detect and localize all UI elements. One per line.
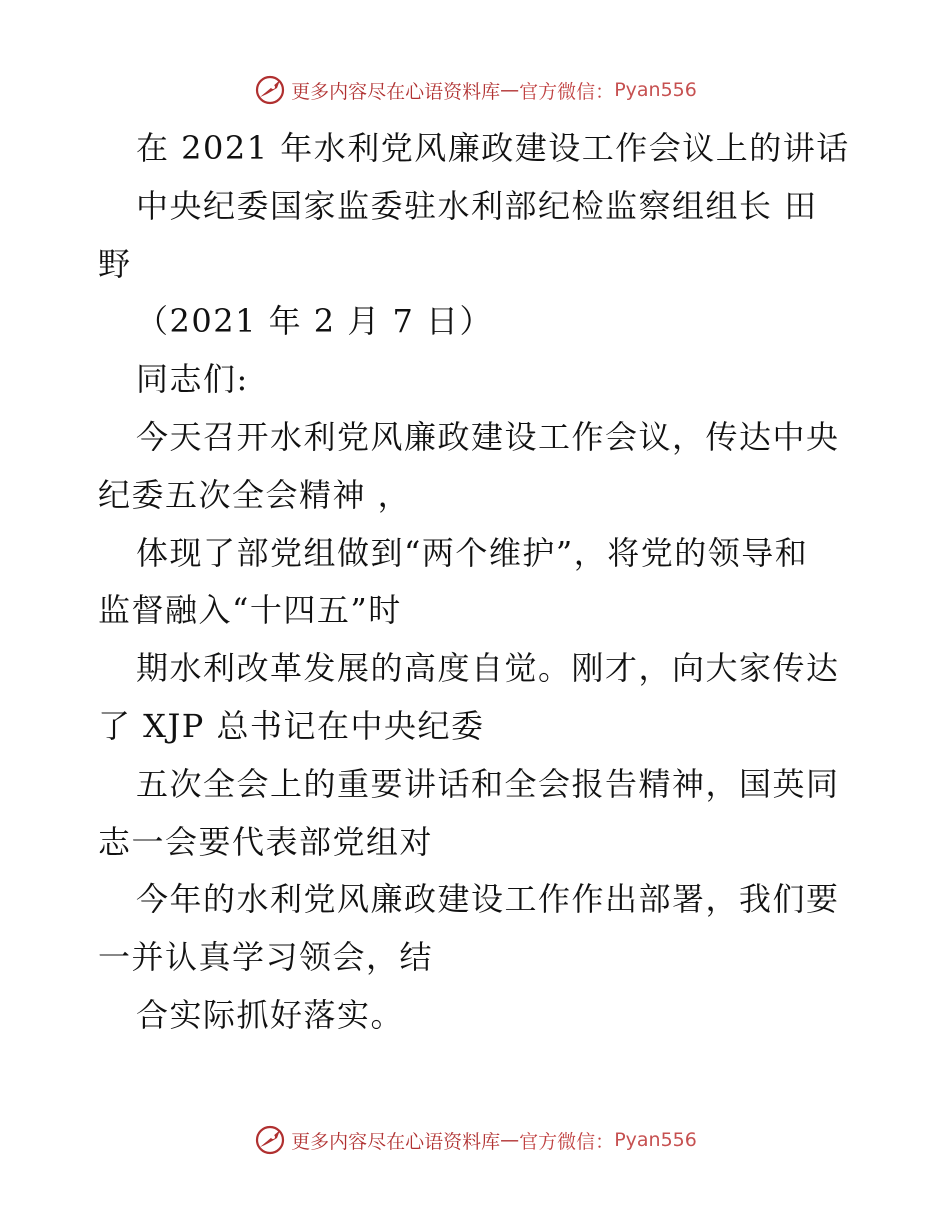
banner-wechat-handle: Pyan556 — [614, 79, 697, 101]
banner-dash: — — [500, 79, 520, 101]
paragraph-line: 合实际抓好落实。 — [136, 995, 405, 1034]
author-line-continued: 野 — [98, 244, 132, 283]
paragraph-line: 监督融入“十四五”时 — [98, 591, 402, 630]
paragraph-line: 今天召开水利党风廉政建设工作会议，传达中央 — [136, 417, 840, 456]
salutation: 同志们: — [136, 360, 249, 399]
paragraph-line: 一并认真学习领会，结 — [98, 938, 434, 977]
footer-banner — [0, 1120, 950, 1160]
paragraph-line: 五次全会上的重要讲话和全会报告精神，国英同 — [136, 764, 840, 803]
pen-nib-logo-icon — [253, 1123, 287, 1157]
document-title: 在 2021 年水利党风廉政建设工作会议上的讲话 — [136, 129, 850, 167]
paragraph-line: 体现了部党组做到“两个维护”，将党的领导和 — [136, 533, 809, 572]
document-body — [98, 120, 858, 1045]
header-banner — [0, 70, 950, 110]
pen-nib-logo-icon — [253, 73, 287, 107]
banner-dash: — — [500, 1129, 520, 1151]
speech-date: （2021 年 2 月 7 日） — [136, 302, 494, 341]
paragraph-line: 志一会要代表部党组对 — [98, 822, 434, 861]
paragraph-line: 了 XJP 总书记在中央纪委 — [98, 706, 485, 745]
banner-brand-text: 更多内容尽在心语资料库 — [291, 1130, 501, 1153]
paragraph-line: 期水利改革发展的高度自觉。刚才，向大家传达 — [136, 649, 840, 688]
paragraph-line: 纪委五次全会精神 ， — [98, 475, 412, 514]
banner-official-label: 官方微信： — [519, 80, 615, 103]
paragraph-line: 今年的水利党风廉政建设工作作出部署，我们要 — [136, 880, 840, 919]
banner-brand-text: 更多内容尽在心语资料库 — [291, 80, 501, 103]
banner-official-label: 官方微信： — [519, 1130, 615, 1153]
banner-wechat-handle: Pyan556 — [614, 1129, 697, 1151]
author-line: 中央纪委国家监委驻水利部纪检监察组组长 田 — [136, 186, 818, 225]
